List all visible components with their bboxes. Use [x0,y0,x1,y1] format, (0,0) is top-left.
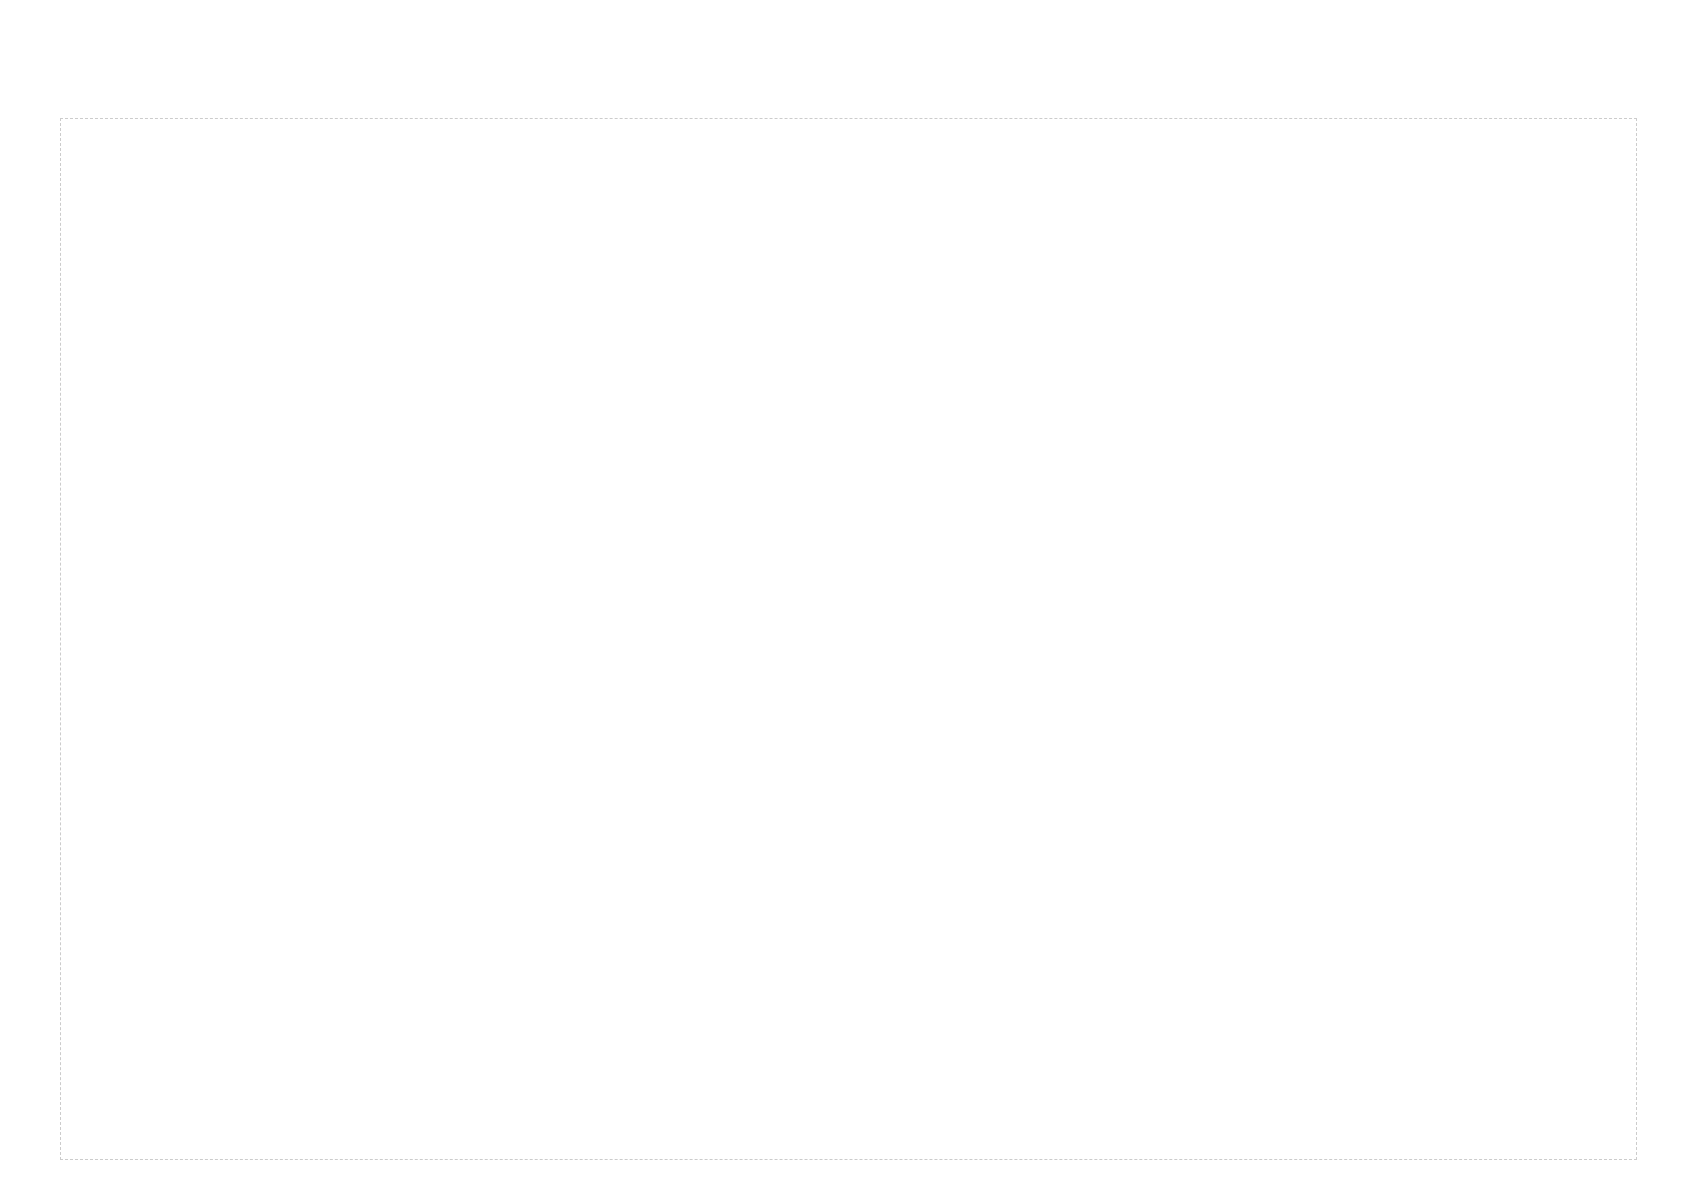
page-title [60,40,1637,68]
page-subtitle [60,84,1637,102]
page-body [60,118,1637,1160]
